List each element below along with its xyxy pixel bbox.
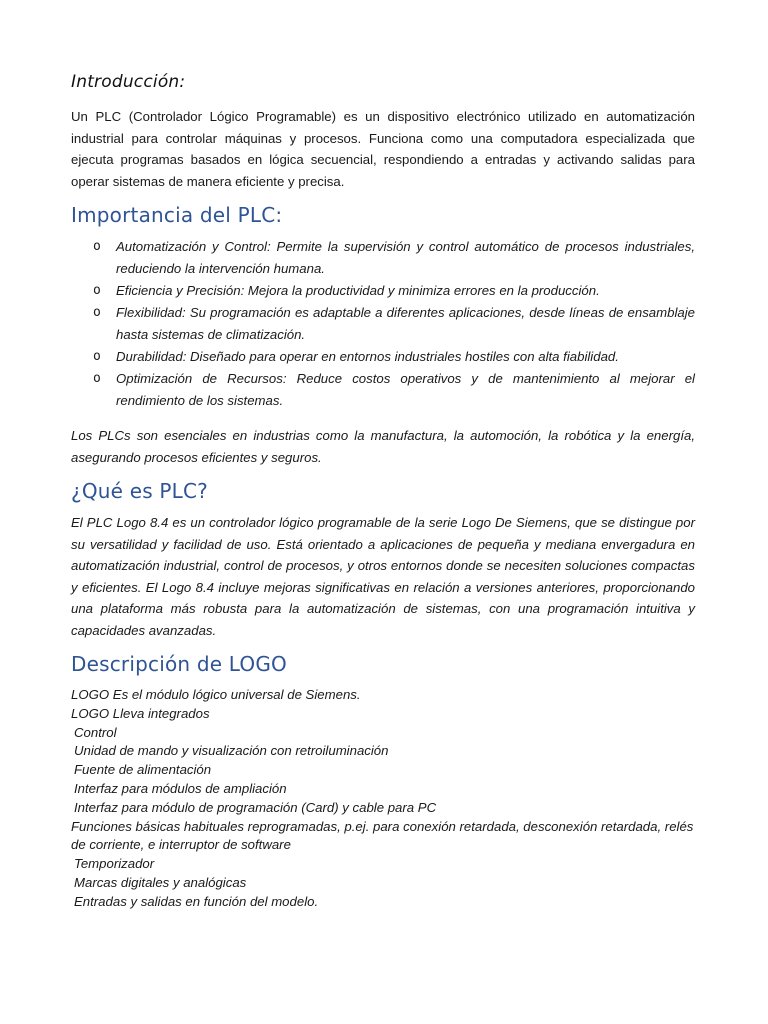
list-item: Temporizador — [74, 856, 155, 872]
bullet-marker: o — [93, 239, 101, 254]
list-item: LOGO Es el módulo lógico universal de Siemens. — [71, 687, 361, 702]
list-item: o Eficiencia y Precisión: Mejora la productividad y minimiza errores en la producción. — [71, 280, 695, 302]
bullet-marker: o — [93, 305, 101, 320]
logo-description-lines — [71, 686, 695, 912]
intro-heading: Introducción: — [71, 72, 186, 92]
list-item: Control — [74, 724, 117, 740]
bullet-marker: o — [93, 283, 101, 298]
list-item: Fuente de alimentación — [74, 762, 212, 778]
list-item: Entradas y salidas en función del modelo. — [74, 893, 319, 909]
list-item: o Automatización y Control: Permite la supervisión y control automático de procesos industriales, reduciendo la intervención humana. — [71, 236, 695, 280]
list-item: Interfaz para módulos de ampliación — [74, 780, 287, 796]
intro-paragraph: Un PLC (Controlador Lógico Programable) es un dispositivo electrónico utilizado en automatización industrial para controlar máquinas y procesos. Funciona como una computadora especializada que ejecuta programas basados en lógica secuencial, respondiendo a entradas y activando salidas para operar sistemas de manera eficiente y precisa. — [71, 109, 695, 189]
importance-heading: Importancia del PLC: — [71, 203, 283, 227]
list-item: Funciones básicas habituales reprogramadas, p.ej. para conexión retardada, desconexión retardada, relés de corriente, e interruptor de software — [71, 818, 694, 853]
bullet-marker: o — [93, 371, 101, 386]
what-is-plc-heading: ¿Qué es PLC? — [71, 479, 208, 503]
list-item: Marcas digitales y analógicas — [74, 874, 247, 890]
list-item: o Flexibilidad: Su programación es adaptable a diferentes aplicaciones, desde líneas de ensamblaje hasta sistemas de climatización. — [71, 302, 695, 346]
importance-list — [71, 236, 695, 412]
list-item: o Optimización de Recursos: Reduce costos operativos y de mantenimiento al mejorar el rendimiento de los sistemas. — [71, 368, 695, 412]
list-item: Unidad de mando y visualización con retroiluminación — [74, 743, 389, 759]
what-is-plc-paragraph: El PLC Logo 8.4 es un controlador lógico programable de la serie Logo De Siemens, que se distingue por su versatilidad y facilidad de uso. Está orientado a aplicaciones de pequeña y mediana envergadura en automatización industrial, control de procesos, y otros entornos donde se necesiten soluciones compactas y eficientes. El Logo 8.4 incluye mejoras significativas en relación a versiones anteriores, proporcionando una plataforma más robusta para la automatización de sistemas, con una programación intuitiva y capacidades avanzadas. — [71, 515, 695, 638]
bullet-marker: o — [93, 349, 101, 364]
importance-closing-paragraph: Los PLCs son esenciales en industrias como la manufactura, la automoción, la robótica y la energía, asegurando procesos eficientes y seguros. — [71, 428, 695, 465]
list-item: Interfaz para módulo de programación (Card) y cable para PC — [74, 799, 437, 815]
list-item: LOGO Lleva integrados — [71, 705, 210, 721]
logo-description-heading: Descripción de LOGO — [71, 652, 287, 676]
list-item: o Durabilidad: Diseñado para operar en entornos industriales hostiles con alta fiabilidad. — [71, 346, 695, 368]
